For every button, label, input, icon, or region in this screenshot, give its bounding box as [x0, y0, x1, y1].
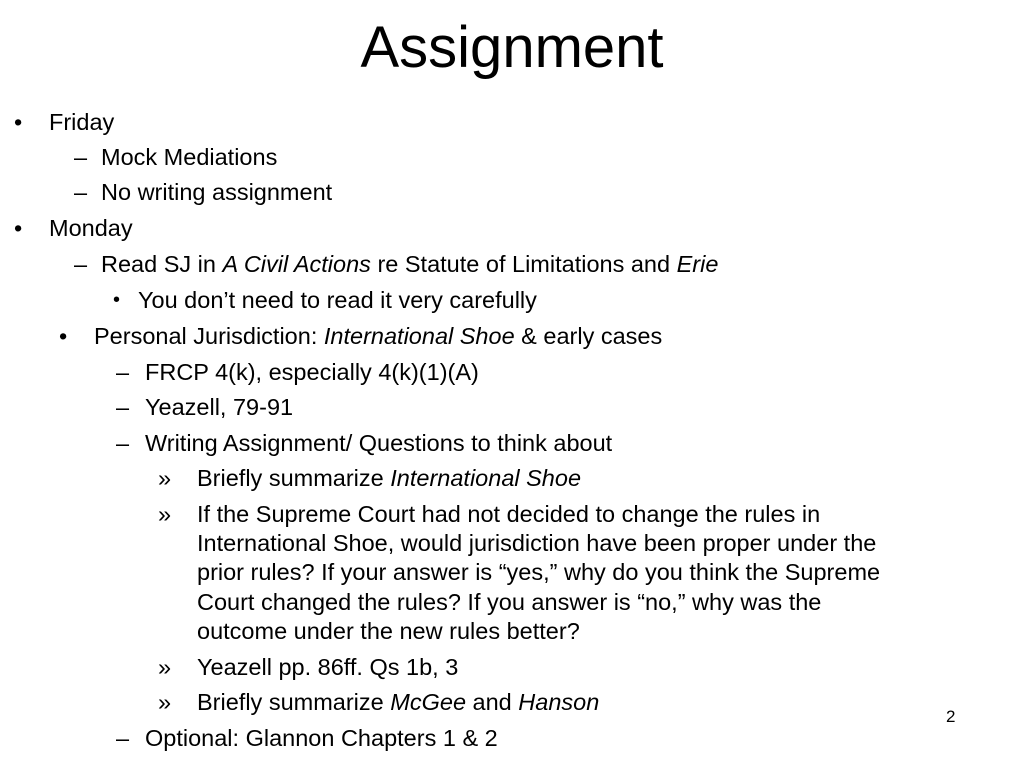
item-label: [197, 687, 599, 717]
text-segment: and: [466, 689, 519, 715]
italic-title: Erie: [676, 251, 719, 277]
text-segment: & early cases: [514, 323, 663, 349]
bullet-marker: •: [113, 289, 121, 311]
dash-marker: –: [116, 725, 130, 751]
dash-marker: –: [116, 359, 130, 385]
italic-title: Hanson: [518, 689, 600, 715]
item-label: Yeazell, 79-91: [145, 394, 294, 420]
text-segment: Briefly summarize: [197, 689, 391, 715]
paragraph-line: Court changed the rules? If you answer is “no,” why was the: [197, 589, 822, 615]
bullet-marker: •: [14, 109, 23, 135]
item-label: No writing assignment: [101, 179, 333, 205]
slide-number: 2: [946, 707, 956, 726]
item-label: Monday: [49, 215, 133, 241]
chevron-marker: »: [158, 689, 172, 715]
item-label: Writing Assignment/ Questions to think about: [145, 430, 613, 456]
dash-marker: –: [116, 430, 130, 456]
text-segment: Briefly summarize: [197, 465, 391, 491]
dash-marker: –: [116, 394, 130, 420]
dash-marker: –: [74, 251, 88, 277]
chevron-marker: »: [158, 465, 172, 491]
bullet-marker: •: [14, 215, 23, 241]
item-label: You don’t need to read it very carefully: [138, 287, 537, 313]
item-label: FRCP 4(k), especially 4(k)(1)(A): [145, 359, 479, 385]
text-segment: Read SJ in: [101, 251, 223, 277]
dash-marker: –: [74, 179, 88, 205]
italic-title: McGee: [390, 689, 467, 715]
chevron-marker: »: [158, 654, 172, 680]
item-label: Friday: [49, 109, 115, 135]
item-label: [101, 249, 718, 279]
item-label: Optional: Glannon Chapters 1 & 2: [145, 725, 498, 751]
item-label: Mock Mediations: [101, 144, 278, 170]
italic-title: International Shoe: [323, 323, 515, 349]
bullet-marker: •: [59, 323, 68, 349]
dash-marker: –: [74, 144, 88, 170]
italic-title: A Civil Actions: [222, 251, 371, 277]
italic-title: International Shoe: [390, 465, 582, 491]
paragraph-line: prior rules? If your answer is “yes,” why do you think the Supreme: [197, 559, 881, 585]
item-label: Yeazell pp. 86ff. Qs 1b, 3: [197, 654, 459, 680]
paragraph-line: International Shoe, would jurisdiction have been proper under the: [197, 530, 877, 556]
item-label: [94, 321, 662, 351]
paragraph-line: If the Supreme Court had not decided to change the rules in: [197, 501, 821, 527]
text-segment: re Statute of Limitations and: [370, 251, 677, 277]
slide-title: Assignment: [360, 15, 664, 80]
item-label: [197, 463, 581, 493]
text-segment: Personal Jurisdiction:: [94, 323, 324, 349]
chevron-marker: »: [158, 501, 172, 527]
paragraph-line: outcome under the new rules better?: [197, 618, 580, 644]
